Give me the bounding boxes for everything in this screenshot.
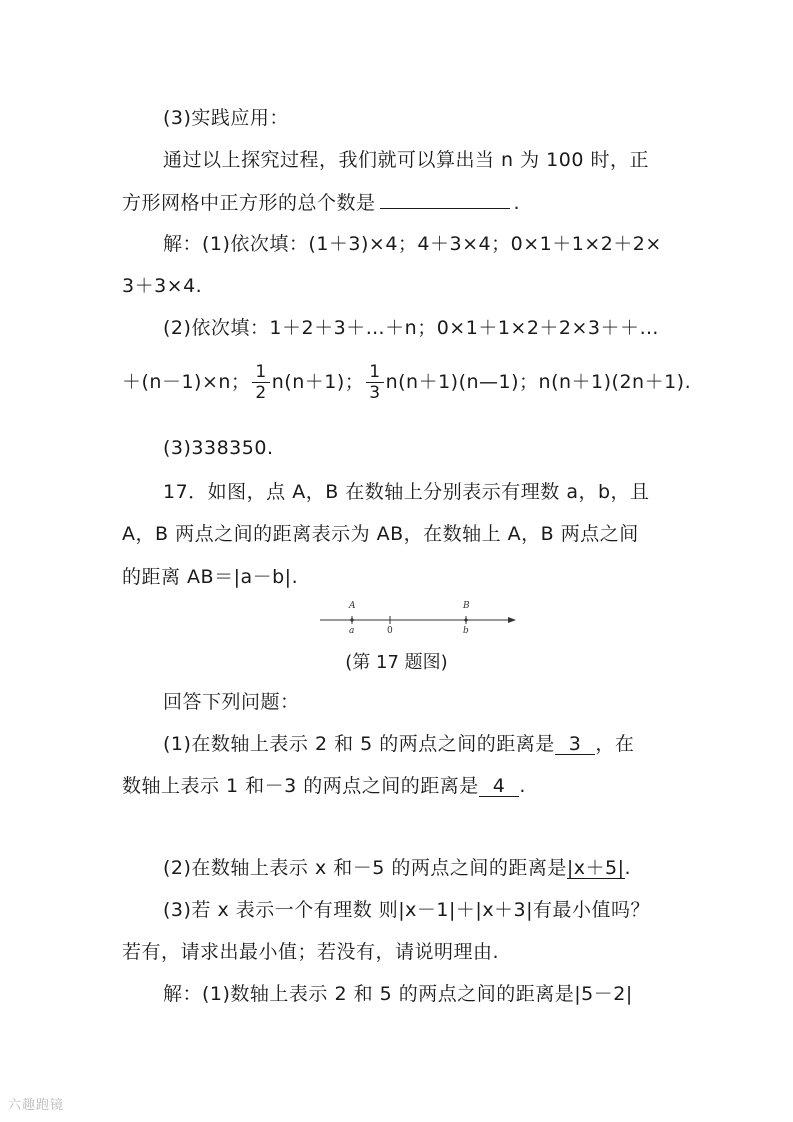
answer-2: |x＋5| [566, 857, 625, 879]
answer-blank [380, 190, 510, 209]
question-1b-prefix: 数轴上表示 1 和－3 的两点之间的距离是 [122, 775, 479, 797]
solution-3: (3)338350. [163, 437, 274, 459]
point-a-dot [350, 618, 353, 621]
fraction-one-third [366, 362, 383, 403]
question-17-line-3: 的距离 AB＝|a－b|. [122, 566, 299, 588]
answer-prompt: 回答下列问题： [163, 691, 300, 713]
point-b-dot [464, 618, 467, 621]
value-b-label: b [463, 626, 469, 636]
fraction-numerator: 1 [366, 362, 383, 383]
point-a-label: A [349, 601, 356, 611]
solution-final: 解：(1)数轴上表示 2 和 5 的两点之间的距离是|5－2| [163, 983, 633, 1005]
solution-2-line-2 [122, 362, 691, 403]
question-3-line-1: (3)若 x 表示一个有理数 则|x－1|＋|x＋3|有最小值吗？ [163, 899, 651, 921]
origin-label: 0 [387, 626, 393, 636]
p3-text-line-2 [122, 190, 520, 215]
solution-2-part-1: ＋(n－1)×n； [122, 371, 251, 393]
question-17-line-2: A，B 两点之间的距离表示为 AB，在数轴上 A，B 两点之间 [122, 523, 639, 545]
solution-1-line-1: 解：(1)依次填：(1＋3)×4；4＋3×4；0×1＋1×2＋2× [163, 233, 662, 255]
question-1-line-2 [122, 774, 526, 798]
number-line-figure [318, 596, 518, 636]
question-1-prefix: (1)在数轴上表示 2 和 5 的两点之间的距离是 [163, 733, 555, 755]
answer-1a: 3 [555, 734, 596, 755]
question-2-suffix: . [624, 857, 632, 879]
fraction-numerator: 1 [252, 362, 269, 383]
figure-caption: (第 17 题图) [345, 652, 448, 673]
arrow-head-icon [508, 617, 516, 623]
solution-2-part-3: n(n＋1)(n—1)；n(n＋1)(2n＋1). [385, 371, 692, 393]
fraction-one-half [252, 362, 269, 403]
question-2-prefix: (2)在数轴上表示 x 和－5 的两点之间的距离是 [163, 857, 567, 879]
question-1-line-1 [163, 732, 634, 756]
question-1-suffix: ，在 [595, 733, 635, 755]
question-3-line-2: 若有，请求出最小值；若没有，请说明理由. [122, 941, 500, 963]
fraction-denominator: 3 [369, 383, 381, 403]
p3-text-line-1: 通过以上探究过程，我们就可以算出当 n 为 100 时，正 [163, 149, 649, 171]
solution-1-line-2: 3＋3×4. [122, 275, 203, 297]
watermark-logo: 六趣跑镜 [8, 1098, 65, 1113]
point-b-label: B [463, 601, 470, 611]
question-17-line-1: 17．如图，点 A，B 在数轴上分别表示有理数 a，b，且 [163, 481, 650, 503]
solution-2-line-1: (2)依次填：1＋2＋3＋…＋n；0×1＋1×2＋2×3＋＋… [163, 317, 660, 339]
p3-text-suffix: . [513, 192, 521, 214]
question-1b-suffix: . [519, 775, 526, 797]
p3-text-prefix: 方形网格中正方形的总个数是 [122, 192, 376, 214]
solution-2-part-2: n(n＋1)； [271, 371, 365, 393]
answer-1b: 4 [479, 776, 520, 797]
value-a-label: a [349, 626, 355, 636]
fraction-denominator: 2 [255, 383, 267, 403]
question-2 [163, 856, 631, 880]
p3-heading: (3)实践应用： [163, 107, 289, 129]
